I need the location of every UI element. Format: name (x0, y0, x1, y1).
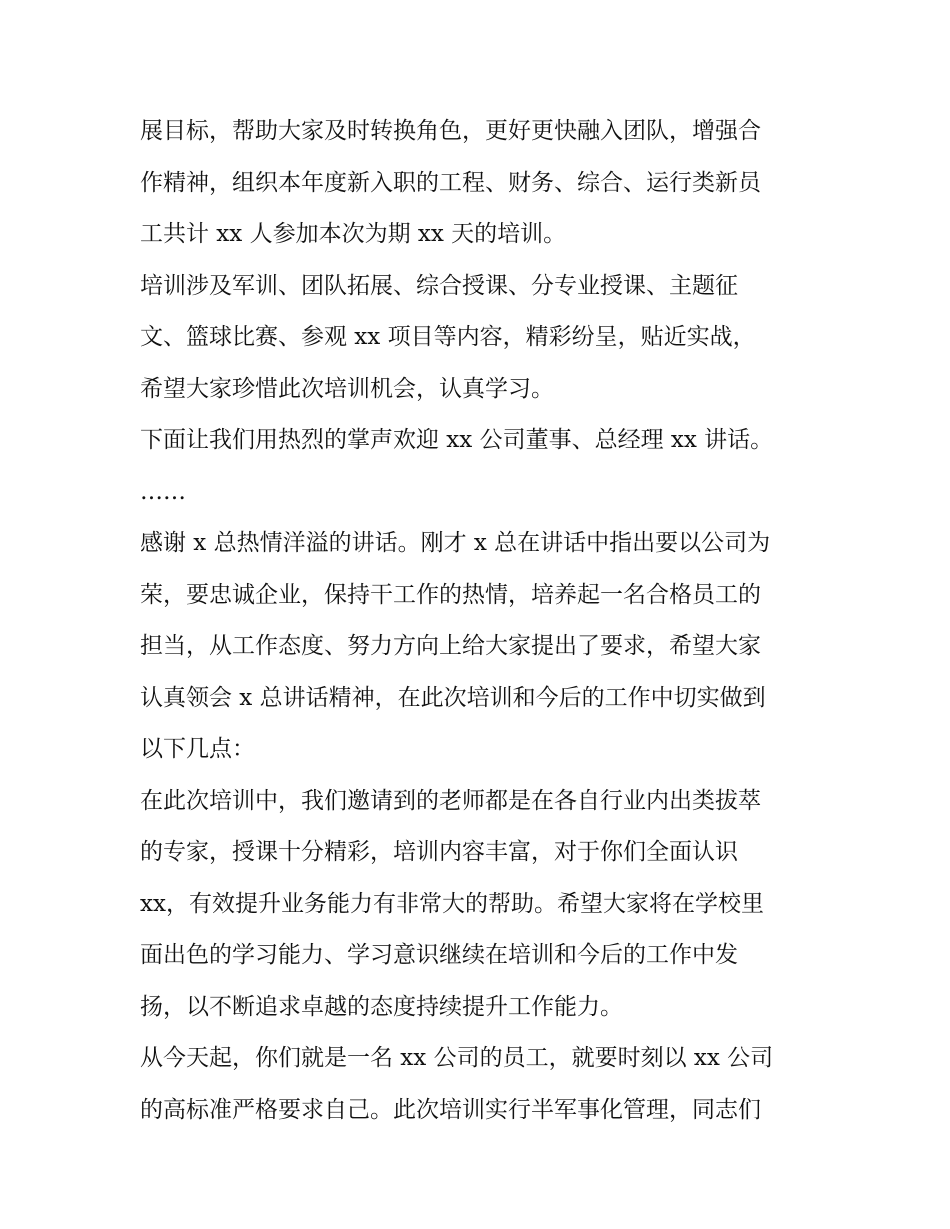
text-line: 担当，从工作态度、努力方向上给大家提出了要求，希望大家 (140, 633, 761, 659)
paragraph-ellipsis (140, 467, 812, 519)
text-line: 以下几点： (140, 736, 255, 762)
text-line: 荣，要忠诚企业，保持干工作的热情，培养起一名合格员工的 (140, 581, 761, 608)
text-line: 展目标，帮助大家及时转换角色，更好更快融入团队，增强合 (140, 118, 761, 144)
text-line: 在此次培训中，我们邀请到的老师都是在各自行业内出类拔萃 (140, 787, 761, 814)
paragraph-from-today (140, 1033, 812, 1136)
text-line: 的高标准严格要求自己。此次培训实行半军事化管理，同志们 (140, 1096, 761, 1123)
text-line: 认真领会 x 总讲话精神，在此次培训和今后的工作中切实做到 (140, 684, 766, 711)
paragraph-thanks-speech (140, 518, 812, 776)
text-line: 希望大家珍惜此次培训机会，认真学习。 (140, 375, 554, 402)
text-line: 作精神，组织本年度新入职的工程、财务、综合、运行类新员 (140, 169, 761, 196)
text-line: 扬，以不断追求卓越的态度持续提升工作能力。 (140, 993, 623, 1020)
text-line: 下面让我们用热烈的掌声欢迎 xx 公司董事、总经理 xx 讲话。 (140, 427, 774, 453)
text-line: …… (140, 478, 186, 505)
text-line: 面出色的学习能力、学习意识继续在培训和今后的工作中发 (140, 942, 738, 968)
text-line: 的专家，授课十分精彩，培训内容丰富，对于你们全面认识 (140, 839, 738, 865)
document-body (140, 106, 812, 1136)
paragraph-training-content (140, 261, 812, 416)
text-line: 文、篮球比赛、参观 xx 项目等内容，精彩纷呈，贴近实战， (140, 324, 756, 350)
text-line: xx，有效提升业务能力有非常大的帮助。希望大家将在学校里 (140, 890, 764, 917)
paragraph-training-goal (140, 106, 812, 261)
text-line: 从今天起，你们就是一名 xx 公司的员工，就要时刻以 xx 公司 (140, 1045, 774, 1071)
text-line: 培训涉及军训、团队拓展、综合授课、分专业授课、主题征 (140, 272, 738, 299)
text-line: 工共计 xx 人参加本次为期 xx 天的培训。 (140, 221, 567, 247)
text-line: 感谢 x 总热情洋溢的讲话。刚才 x 总在讲话中指出要以公司为 (140, 530, 771, 556)
paragraph-welcome-speaker (140, 415, 812, 467)
paragraph-teachers (140, 776, 812, 1034)
